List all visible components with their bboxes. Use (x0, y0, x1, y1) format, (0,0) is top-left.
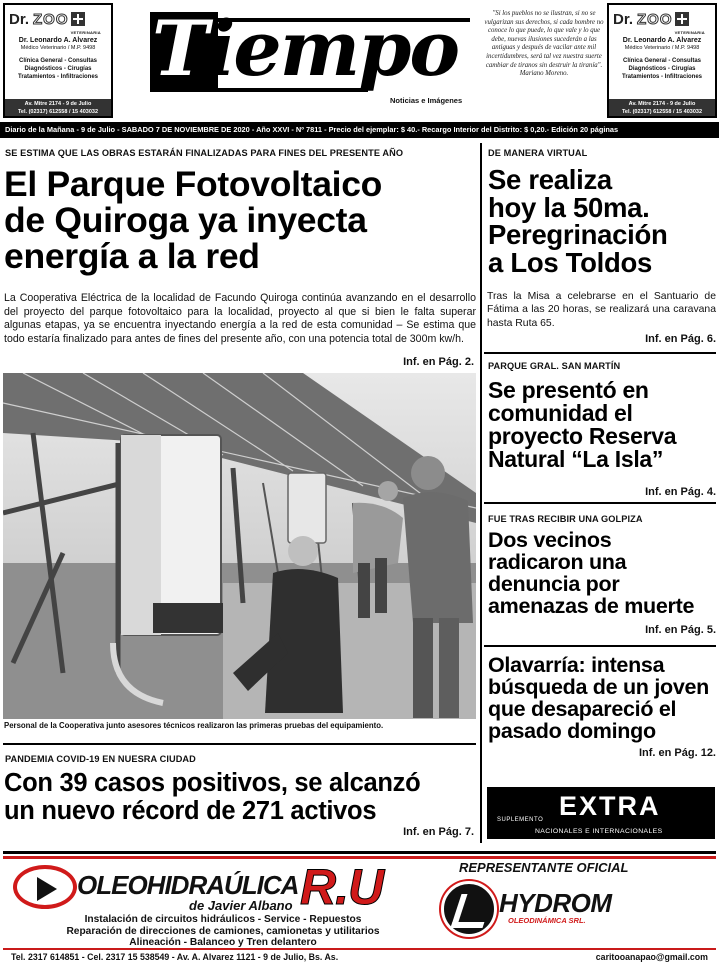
story2-headline-line: proyecto Reserva (488, 423, 677, 449)
story4-headline-line: Olavarría: intensa (488, 653, 665, 677)
lead-headline[interactable] (4, 166, 474, 274)
ad-contact: Tel. 2317 614851 - Cel. 2317 15 538549 - Av. A. Alvarez 1121 - 9 de Julio, Bs. As. (11, 952, 339, 962)
extra-title: EXTRA (559, 791, 661, 821)
vet-address: Av. Mitre 2174 - 9 de Julio (24, 101, 92, 107)
ad-service-line: Alineación - Balanceo y Tren delantero (129, 937, 317, 948)
story3-headline-line: radicaron una (488, 550, 627, 574)
masthead-logo (150, 4, 470, 105)
solar-park-photo (3, 373, 476, 719)
play-logo-icon (13, 865, 77, 909)
ad-service-line: Reparación de direcciones de camiones, camionetas y utilitarios (66, 925, 380, 937)
covid-headline-line: Con 39 casos positivos, se alcanzó (4, 769, 421, 797)
story1-headline-line: hoy la 50ma. (488, 191, 650, 223)
vet-address: Av. Mitre 2174 - 9 de Julio (628, 101, 696, 107)
vet-license: Médico Veterinario / M.P. 9498 (20, 45, 96, 51)
story4-headline-line: que desapareció el (488, 697, 677, 721)
ad-company-name: OLEOHIDRAÚLICA (77, 870, 299, 900)
story1-page-ref[interactable]: Inf. en Pág. 6. (645, 333, 716, 345)
story1-body: Tras la Misa a celebrarse en el Santuario de Fátima a las 20 horas, se realizará una caravana hasta Ruta 65. (487, 291, 716, 329)
lead-kicker: SE ESTIMA QUE LAS OBRAS ESTARÁN FINALIZADAS PARA FINES DEL PRESENTE AÑO (5, 148, 404, 158)
vet-service: Clínica General - Consultas (622, 58, 702, 64)
lead-photo (3, 373, 476, 719)
vet-service: Tratamientos - Infiltraciones (621, 74, 703, 80)
column-divider (480, 143, 482, 843)
extra-subtitle: NACIONALES E INTERNACIONALES (535, 828, 663, 835)
cross-icon (71, 12, 85, 26)
covid-headline[interactable] (4, 769, 480, 825)
story4-page-ref[interactable]: Inf. en Pág. 12. (638, 747, 716, 759)
dateline-bar: Diario de la Mañana - 9 de Julio - SABADO 7 DE NOVIEMBRE DE 2020 - Año XXVI - Nº 7811 - Precio del ejemplar: $ 40.- Recargo Interior del Distrito: $ 0,20.- Edición 20 páginas (0, 122, 719, 138)
vet-contact (5, 99, 111, 116)
extra-suplemento-label: SUPLEMENTO (497, 817, 544, 823)
story3-headline-line: amenazas de muerte (488, 594, 695, 618)
section-divider (3, 743, 476, 745)
lead-photo-caption: Personal de la Cooperativa junto asesores técnicos realizaron las primeras pruebas del equipamiento. (4, 721, 384, 730)
story2-headline-line: comunidad el (488, 400, 633, 426)
cross-icon (675, 12, 689, 26)
ad-email[interactable]: caritooanapao@gmail.com (595, 952, 708, 962)
vet-service: Tratamientos - Infiltraciones (17, 74, 99, 80)
covid-kicker: PANDEMIA COVID-19 EN NUESRA CIUDAD (5, 754, 196, 764)
ad-owner: de Javier Albano (189, 898, 293, 913)
story2-headline-line: Se presentó en (488, 377, 649, 403)
story4-headline-line: pasado domingo (488, 719, 656, 743)
ad-service-line: Instalación de circuitos hidráulicos - Service - Repuestos (84, 914, 362, 925)
vet-logo-zoo: ZOO (33, 10, 69, 28)
section-divider (484, 645, 716, 647)
story3-kicker: FUE TRAS RECIBIR UNA GOLPIZA (488, 514, 643, 524)
oleohidraulica-ad (3, 851, 716, 963)
vet-logo (5, 5, 111, 33)
story3-page-ref[interactable]: Inf. en Pág. 5. (645, 624, 716, 636)
story3-headline-line: denuncia por (488, 572, 620, 596)
section-divider (484, 502, 716, 504)
vet-logo (609, 5, 715, 33)
story2-kicker: PARQUE GRAL. SAN MARTÍN (488, 361, 621, 371)
masthead-title-rest: iempo (206, 4, 459, 93)
story1-headline-line: a Los Toldos (488, 246, 652, 278)
covid-page-ref[interactable]: Inf. en Pág. 7. (403, 826, 474, 838)
hydrom-logo-icon (441, 881, 497, 937)
vet-services (609, 57, 715, 81)
covid-headline-line: un nuevo récord de 271 activos (4, 797, 377, 825)
ad-hydrom-brand: HYDROM (499, 888, 612, 918)
lead-headline-line: El Parque Fotovoltaico (4, 164, 383, 204)
story4-headline[interactable] (488, 654, 716, 742)
lead-page-ref[interactable]: Inf. en Pág. 2. (403, 356, 474, 368)
ad-contact-bar (3, 948, 716, 964)
story1-headline-line: Se realiza (488, 164, 612, 195)
extra-supplement-banner[interactable] (487, 787, 715, 839)
vet-label: VETERINARIA (674, 30, 705, 35)
vet-ad-right (607, 3, 717, 118)
vet-logo-dr: Dr. (9, 10, 30, 28)
vet-logo-zoo: ZOO (637, 10, 673, 28)
ad-representative-label: REPRESENTANTE OFICIAL (459, 860, 629, 875)
masthead-title-initial: T (152, 4, 207, 93)
lead-body: La Cooperativa Eléctrica de la localidad de Facundo Quiroga continúa avanzando en el desarrollo del proyecto del parque fotovoltaico para la localidad, proyecto al que si bien le falta superar algunas etapas, ya se encuentra inyectando energía a la red de esta comunidad – Se estima que todo estaría finalizado para antes de fines del presente año, con una potencia total de 300m kw/h. (4, 292, 476, 345)
story1-kicker: DE MANERA VIRTUAL (488, 148, 588, 158)
story2-headline-line: Natural “La Isla” (488, 446, 664, 472)
section-divider (484, 352, 716, 354)
vet-service: Diagnósticos - Cirugías (628, 66, 696, 72)
vet-phone: Tel. (02317) 612558 / 15 403032 (17, 109, 99, 115)
story3-headline[interactable] (488, 529, 716, 617)
vet-service: Clínica General - Consultas (18, 58, 98, 64)
story1-headline-line: Peregrinación (488, 219, 668, 250)
vet-name: Dr. Leonardo A. Alvarez (18, 37, 98, 44)
story2-page-ref[interactable]: Inf. en Pág. 4. (645, 486, 716, 498)
vet-services (5, 57, 111, 81)
vet-ad-left (3, 3, 113, 118)
story4-headline-line: búsqueda de un joven (488, 675, 709, 699)
lead-headline-line: de Quiroga ya inyecta (4, 200, 367, 240)
ad-services (13, 914, 433, 949)
vet-logo-dr: Dr. (613, 10, 634, 28)
vet-contact (609, 99, 715, 116)
story2-headline[interactable] (488, 379, 716, 471)
vet-service: Diagnósticos - Cirugías (24, 66, 92, 72)
masthead-subtitle: Noticias e Imágenes (390, 96, 463, 105)
ad-brand-ru: R.U (300, 859, 384, 915)
vet-label: VETERINARIA (70, 30, 101, 35)
masthead-quote: "Si los pueblos no se ilustran, si no se vulgarizan sus derechos, si cada hombre no conoce lo que puede, lo que vale y lo que debe, nuevas ilusiones sucederán a las antiguas y después de vacilar ante mil incertidumbres, será tal vez nuestra suerte cambiar de tiranos sin destruir la tiranía". Mariano Moreno. (484, 10, 604, 78)
story3-headline-line: Dos vecinos (488, 528, 612, 552)
vet-name: Dr. Leonardo A. Alvarez (622, 37, 702, 44)
vet-phone: Tel. (02317) 612558 / 15 403032 (621, 109, 703, 115)
vet-license: Médico Veterinario / M.P. 9498 (624, 45, 700, 51)
ad-hydrom-subtitle: OLEODINÁMICA SRL. (508, 916, 586, 925)
lead-headline-line: energía a la red (4, 236, 260, 276)
story1-headline[interactable] (488, 166, 716, 276)
masthead-title (152, 4, 458, 93)
